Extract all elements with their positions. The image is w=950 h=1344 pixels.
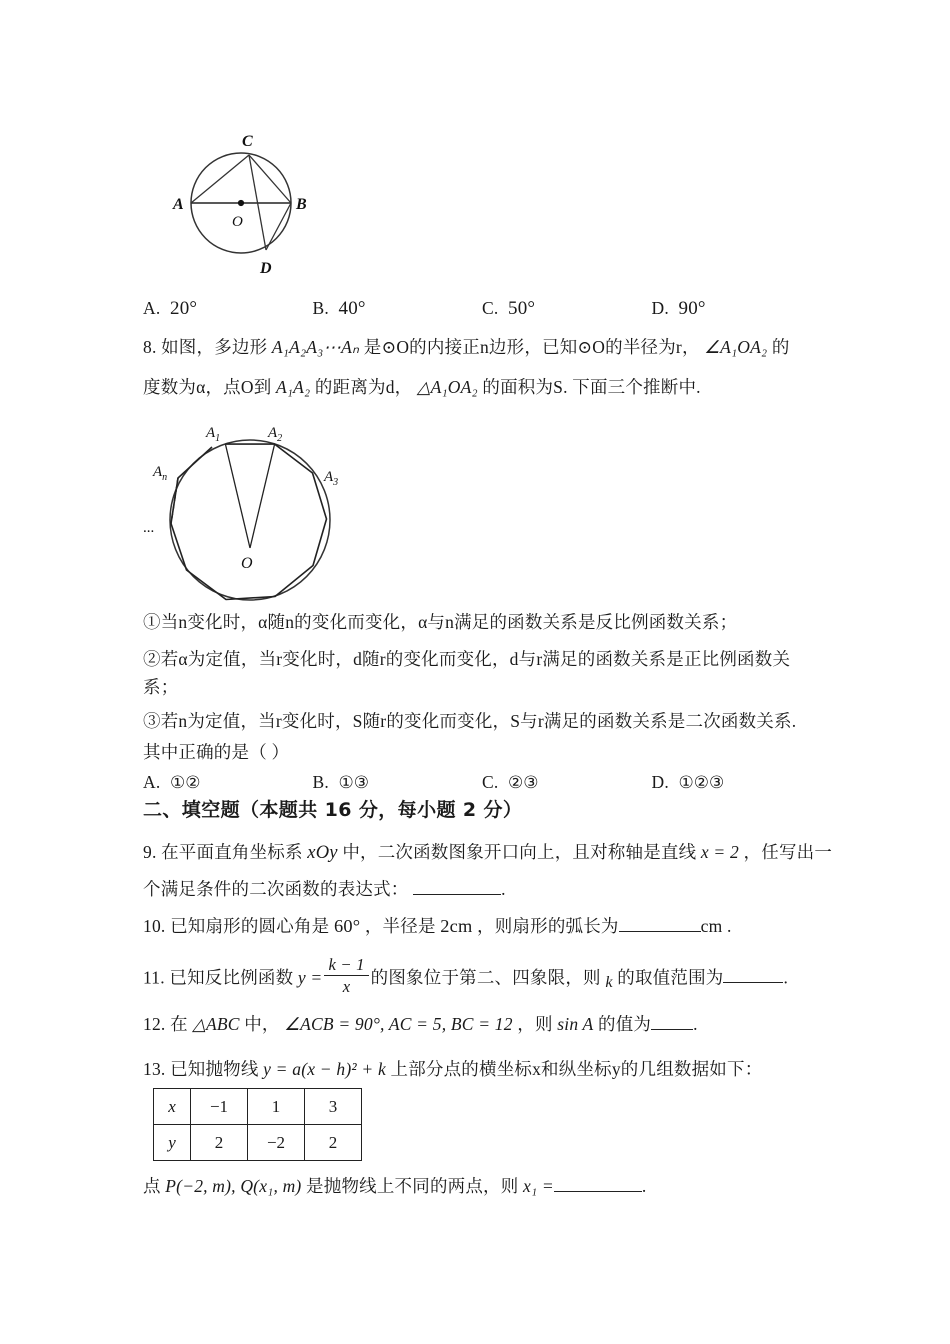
label-C: C	[242, 133, 253, 150]
q9-coordinate-system: xOy	[307, 842, 338, 863]
q8-option-b-label: B.	[312, 772, 329, 792]
q8-option-a[interactable]	[143, 768, 313, 797]
q9-text-a: 在平面直角坐标系	[161, 842, 303, 862]
q8-statement-1: ①当n变化时，α随n的变化而变化，α与n满足的函数关系是反比例函数关系；	[143, 612, 738, 632]
q10-text-b: ，半径是	[364, 916, 436, 936]
q8-statement-2: ②若α为定值，当r变化时，d随r的变化而变化，d与r满足的函数关系是正比例函数关系；	[143, 649, 791, 698]
polygon-svg	[143, 420, 373, 610]
q9-axis-equation: x = 2	[700, 842, 739, 862]
label-A: A	[173, 196, 184, 213]
q13-points: P(−2, m), Q(x₁, m)	[165, 1176, 302, 1196]
q8-option-c-value: ②③	[508, 773, 539, 792]
q12-text-a: 在	[170, 1014, 188, 1034]
q7-option-a[interactable]	[143, 294, 313, 325]
label-A3: $A_3$	[324, 469, 339, 488]
q13-answer-blank[interactable]	[554, 1191, 642, 1192]
table-cell-x-2: 1	[248, 1089, 305, 1125]
table-header-x: x	[154, 1089, 191, 1125]
q9-number: 9.	[143, 842, 157, 862]
q7-option-a-value: 20°	[170, 298, 198, 319]
q8-option-c-label: C.	[482, 772, 499, 792]
q7-option-c[interactable]	[482, 294, 652, 325]
q13-data-table-wrap	[143, 1088, 362, 1161]
figure-regular-polygon	[143, 420, 373, 610]
q7-option-d-value: 90°	[678, 298, 706, 319]
q7-option-d[interactable]	[652, 294, 822, 325]
q13-text-b: 上部分点的横坐标x和纵坐标y的几组数据如下：	[390, 1059, 763, 1079]
q11-fraction	[324, 955, 368, 996]
q8-option-d[interactable]	[652, 768, 822, 797]
label-O: O	[232, 214, 243, 230]
q8-polygon-name: A₁A₂A₃⋯Aₙ	[271, 337, 360, 357]
q8-angle-expr: ∠A₁OA₂	[704, 337, 768, 357]
q12-answer-blank[interactable]	[651, 1029, 693, 1030]
q9-line-2	[143, 875, 833, 903]
q8-option-d-label: D.	[651, 772, 669, 792]
q11-number: 11.	[143, 967, 165, 988]
q8-triangle-expr: △A₁OA₂	[416, 377, 478, 397]
q10-number: 10.	[143, 916, 166, 936]
label-O-polygon: O	[241, 555, 253, 572]
label-B: B	[296, 196, 307, 213]
q11-fraction-numerator: k − 1	[324, 955, 368, 976]
table-cell-x-1: −1	[191, 1089, 248, 1125]
figure-inscribed-quadrilateral	[153, 108, 353, 283]
table-cell-y-2: −2	[248, 1125, 305, 1161]
q9-line-1	[143, 838, 833, 868]
q12-text-d: 的值为	[598, 1014, 652, 1034]
q8-number: 8.	[143, 337, 157, 357]
q13-footer-variable: x₁ =	[523, 1176, 554, 1196]
q12-text-c: ，则	[517, 1014, 553, 1034]
q13-period: .	[641, 1176, 647, 1196]
q13-number: 13.	[143, 1059, 166, 1079]
table-cell-x-3: 3	[305, 1089, 362, 1125]
table-cell-y-3: 2	[305, 1125, 362, 1161]
q10-period: .	[727, 916, 732, 936]
q11-text-c: 的取值范围为	[617, 967, 724, 988]
q7-option-c-label: C.	[482, 298, 499, 318]
q8-stem-text-a: 如图，多边形	[161, 337, 268, 357]
q12-text-b: 中，	[244, 1014, 280, 1034]
q11-text-b: 的图象位于第二、四象限，则	[370, 967, 601, 988]
q8-option-b-value: ①③	[338, 773, 370, 792]
q9-period: .	[501, 879, 506, 899]
q7-option-b[interactable]	[313, 294, 483, 325]
q8-stem-text-c: 的	[771, 337, 790, 357]
q12-line	[143, 1010, 833, 1038]
q12-sin-expression: sin A	[557, 1014, 594, 1034]
q10-radius: 2cm	[440, 916, 473, 936]
q11-variable-k: k	[605, 974, 613, 992]
q8-option-d-value: ①②③	[678, 773, 725, 792]
q10-line	[143, 912, 833, 942]
q7-options-row	[143, 294, 821, 325]
q12-number: 12.	[143, 1014, 166, 1034]
q8-segment-expr: A₁A₂	[275, 377, 311, 397]
q8-stem-text-b: 是⊙O的内接正n边形，已知⊙O的半径为r，	[363, 337, 700, 357]
q8-stem2-text-a: 度数为α，点O到	[143, 377, 272, 397]
q8-option-a-label: A.	[143, 772, 161, 792]
q13-data-table	[153, 1088, 362, 1161]
q13-line	[143, 1055, 833, 1083]
q12-given-conditions: ∠ACB = 90°, AC = 5, BC = 12	[284, 1014, 513, 1034]
q12-period: .	[693, 1014, 698, 1034]
q8-stem-line-2	[143, 373, 821, 401]
q11-answer-blank[interactable]	[723, 982, 783, 983]
table-header-y: y	[154, 1125, 191, 1161]
q8-option-a-value: ①②	[170, 773, 201, 792]
q9-answer-blank[interactable]	[413, 894, 501, 895]
section-2-heading: 二、填空题（本题共 16 分，每小题 2 分）	[143, 799, 523, 821]
q13-footer-text-a: 点	[143, 1176, 161, 1196]
q11-fraction-denominator: x	[342, 977, 351, 997]
q8-stem2-text-b: 的距离为d，	[314, 377, 413, 397]
q11-text-a: 已知反比例函数	[169, 967, 294, 988]
q11-period: .	[783, 967, 789, 988]
label-An: $A_n$	[153, 464, 168, 483]
q10-central-angle: 60°	[333, 916, 361, 936]
label-D: D	[260, 260, 272, 277]
q8-answer-prompt: 其中正确的是（ ）	[143, 742, 290, 762]
circle-abcd-svg	[153, 108, 353, 283]
q13-parabola-equation: y = a(x − h)² + k	[263, 1059, 386, 1079]
label-A2: $A_2$	[268, 425, 283, 444]
label-A1: $A_1$	[206, 425, 221, 444]
table-row-y	[154, 1125, 362, 1161]
q10-text-c: ，则扇形的弧长为	[477, 916, 619, 936]
label-polygon-ellipsis: ...	[143, 520, 155, 536]
q7-option-a-label: A.	[143, 298, 161, 318]
table-cell-y-1: 2	[191, 1125, 248, 1161]
q7-option-b-value: 40°	[338, 298, 366, 319]
q13-footer-line	[143, 1172, 833, 1200]
q12-triangle: △ABC	[192, 1014, 240, 1034]
q7-option-b-label: B.	[312, 298, 329, 318]
q9-text-b: 中，二次函数图象开口向上，且对称轴是直线	[342, 842, 697, 862]
q9-text-d: 个满足条件的二次函数的表达式：	[143, 879, 409, 899]
q7-option-c-value: 50°	[508, 298, 536, 319]
q8-option-c[interactable]	[482, 768, 652, 797]
q8-option-b[interactable]	[313, 768, 483, 797]
q7-option-d-label: D.	[651, 298, 669, 318]
table-row-x	[154, 1089, 362, 1125]
q10-unit: cm	[700, 916, 723, 936]
q8-stem-line-1	[143, 333, 821, 361]
q9-text-c: ，任写出一	[743, 842, 833, 862]
q11-line	[143, 955, 833, 996]
q8-statement-3: ③若n为定值，当r变化时，S随r的变化而变化，S与r满足的函数关系是二次函数关系.	[143, 711, 797, 731]
q8-options-row	[143, 768, 821, 797]
q11-equation-lhs: y =	[297, 967, 323, 988]
q13-footer-text-b: 是抛物线上不同的两点，则	[306, 1176, 519, 1196]
q10-answer-blank[interactable]	[619, 931, 701, 932]
q13-text-a: 已知抛物线	[170, 1059, 259, 1079]
q8-stem2-text-c: 的面积为S. 下面三个推断中.	[482, 377, 701, 397]
q10-text-a: 已知扇形的圆心角是	[170, 916, 330, 936]
